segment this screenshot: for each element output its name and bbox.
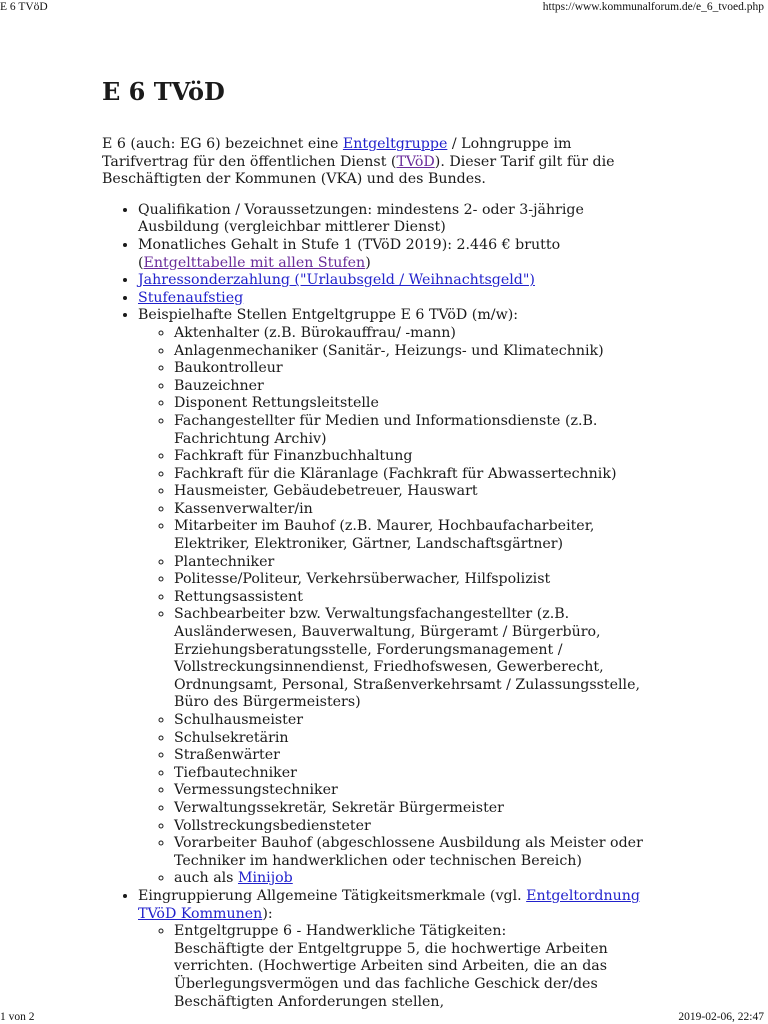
job-item: ◦ Vorarbeiter Bauhof (abgeschlossene Ausbildung als Meister oder Techniker im handwerklichen oder technischen Bereich) [174,835,662,870]
tvoed-link[interactable]: TVöD [396,153,435,170]
intro-paragraph: E 6 (auch: EG 6) bezeichnet eine Entgeltgruppe / Lohngruppe im Tarifvertrag für den öffentlichen Dienst (TVöD). Dieser Tarif gilt für die Beschäftigten der Kommunen (VKA) und des Bundes. [102,136,615,188]
print-header-title: E 6 TVöD [0,1,48,13]
entgelttabelle-link[interactable]: Entgelttabelle mit allen Stufen [143,254,366,271]
article [102,78,662,1011]
job-item: ◦ Anlagenmechaniker (Sanitär-, Heizungs- und Klimatechnik) [174,343,662,361]
eg6-title: Entgeltgruppe 6 - Handwerkliche Tätigkeiten: [174,923,507,940]
job-item: ◦ Rettungsassistent [174,589,662,607]
eg6-text: Beschäftigte der Entgeltgruppe 5, die hochwertige Arbeiten verrichten. (Hochwertige Arbeiten sind Arbeiten, die an das Überlegungsvermögen und das fachliche Geschick der/des Beschäftigten Anforderungen stellen, [174,940,608,1010]
job-item: ◦ Schulhausmeister [174,712,662,730]
page-title: E 6 TVöD [102,77,225,106]
minijob-link[interactable]: Minijob [237,870,293,887]
job-item: ◦ Disponent Rettungsleitstelle [174,395,662,413]
entgeltgruppe-link[interactable]: Entgeltgruppe [342,136,448,152]
job-item: ◦ Plantechniker [174,554,662,572]
list-item-step [138,290,662,308]
entgeltordnung-link[interactable]: Entgeltordnung TVöD Kommunen [138,887,640,922]
list-item-grouping: • Eingruppierung Allgemeine Tätigkeitsmerkmale (vgl. Entgeltordnung TVöD Kommunen): ◦ Entgeltgruppe 6 - Handwerkliche Tätigkeiten: Beschäftigte der Entgeltgruppe 5, die hochwertige Arbeiten verrichten. (Hochwertige Arbeiten sind Arbeiten, die an das Überlegungsvermögen und das fachliche Geschick der/des Beschäftigten Anforderungen stellen, [138,888,662,1011]
job-item: ◦ Fachkraft für Finanzbuchhaltung [174,448,662,466]
grouping-item-eg6 [174,923,662,1011]
list-item-bonus [138,272,662,290]
job-item: ◦ Hausmeister, Gebäudebetreuer, Hauswart [174,483,662,501]
print-header [0,1,768,13]
print-footer-datetime: 2019-02-06, 22:47 [678,1011,764,1023]
print-header-url: https://www.kommunalforum.de/e_6_tvoed.php [542,1,764,13]
jahressonderzahlung-link[interactable]: Jahressonderzahlung ("Urlaubsgeld / Weihnachtsgeld") [138,272,535,289]
job-item: ◦ Baukontrolleur [174,360,662,378]
job-item: ◦ Mitarbeiter im Bauhof (z.B. Maurer, Hochbaufacharbeiter, Elektriker, Elektroniker, Gärtner, Landschaftsgärtner) [174,518,662,553]
job-item: ◦ Kassenverwalter/in [174,501,662,519]
list-item-jobs [138,307,662,888]
job-item: ◦ Tiefbautechniker [174,765,662,783]
list-item-salary: • Monatliches Gehalt in Stufe 1 (TVöD 2019): 2.446 € brutto (Entgelttabelle mit allen Stufen) [138,237,662,272]
stufenaufstieg-link[interactable]: Stufenaufstieg [138,289,244,306]
job-item: ◦ Sachbearbeiter bzw. Verwaltungsfachangestellter (z.B. Ausländerwesen, Bauverwaltung, Bürgeramt / Bürgerbüro, Erziehungsberatungsstelle, Forderungsmanagement / Vollstreckungsinnendienst, Friedhofswesen, Gewerberecht, Ordnungsamt, Personal, Straßenverkehrsamt / Zulassungsstelle, Büro des Bürgermeisters) [174,606,662,712]
job-item: ◦ Politesse/Politeur, Verkehrsüberwacher, Hilfspolizist [174,571,662,589]
job-item: ◦ Fachkraft für die Kläranlage (Fachkraft für Abwassertechnik) [174,466,662,484]
print-footer-page: 1 von 2 [0,1011,35,1023]
print-footer [0,1011,768,1023]
info-list [102,202,662,1011]
job-item: ◦ Bauzeichner [174,378,662,396]
job-item: ◦ Straßenwärter [174,747,662,765]
job-item: ◦ Vermessungstechniker [174,782,662,800]
list-item-qualification: • Qualifikation / Voraussetzungen: mindestens 2- oder 3-jährige Ausbildung (vergleichbar mittlerer Dienst) [138,202,662,237]
job-item: ◦ Verwaltungssekretär, Sekretär Bürgermeister [174,800,662,818]
job-item: ◦ Aktenhalter (z.B. Bürokauffrau/ -mann) [174,325,662,343]
job-item-minijob: ◦ auch als Minijob [174,870,662,888]
grouping-list [138,923,662,1011]
job-item: ◦ Fachangestellter für Medien und Informationsdienste (z.B. Fachrichtung Archiv) [174,413,662,448]
jobs-list [138,325,662,888]
job-item: ◦ Vollstreckungsbediensteter [174,818,662,836]
jobs-heading: Beispielhafte Stellen Entgeltgruppe E 6 TVöD (m/w): [138,307,519,324]
job-item: ◦ Schulsekretärin [174,730,662,748]
